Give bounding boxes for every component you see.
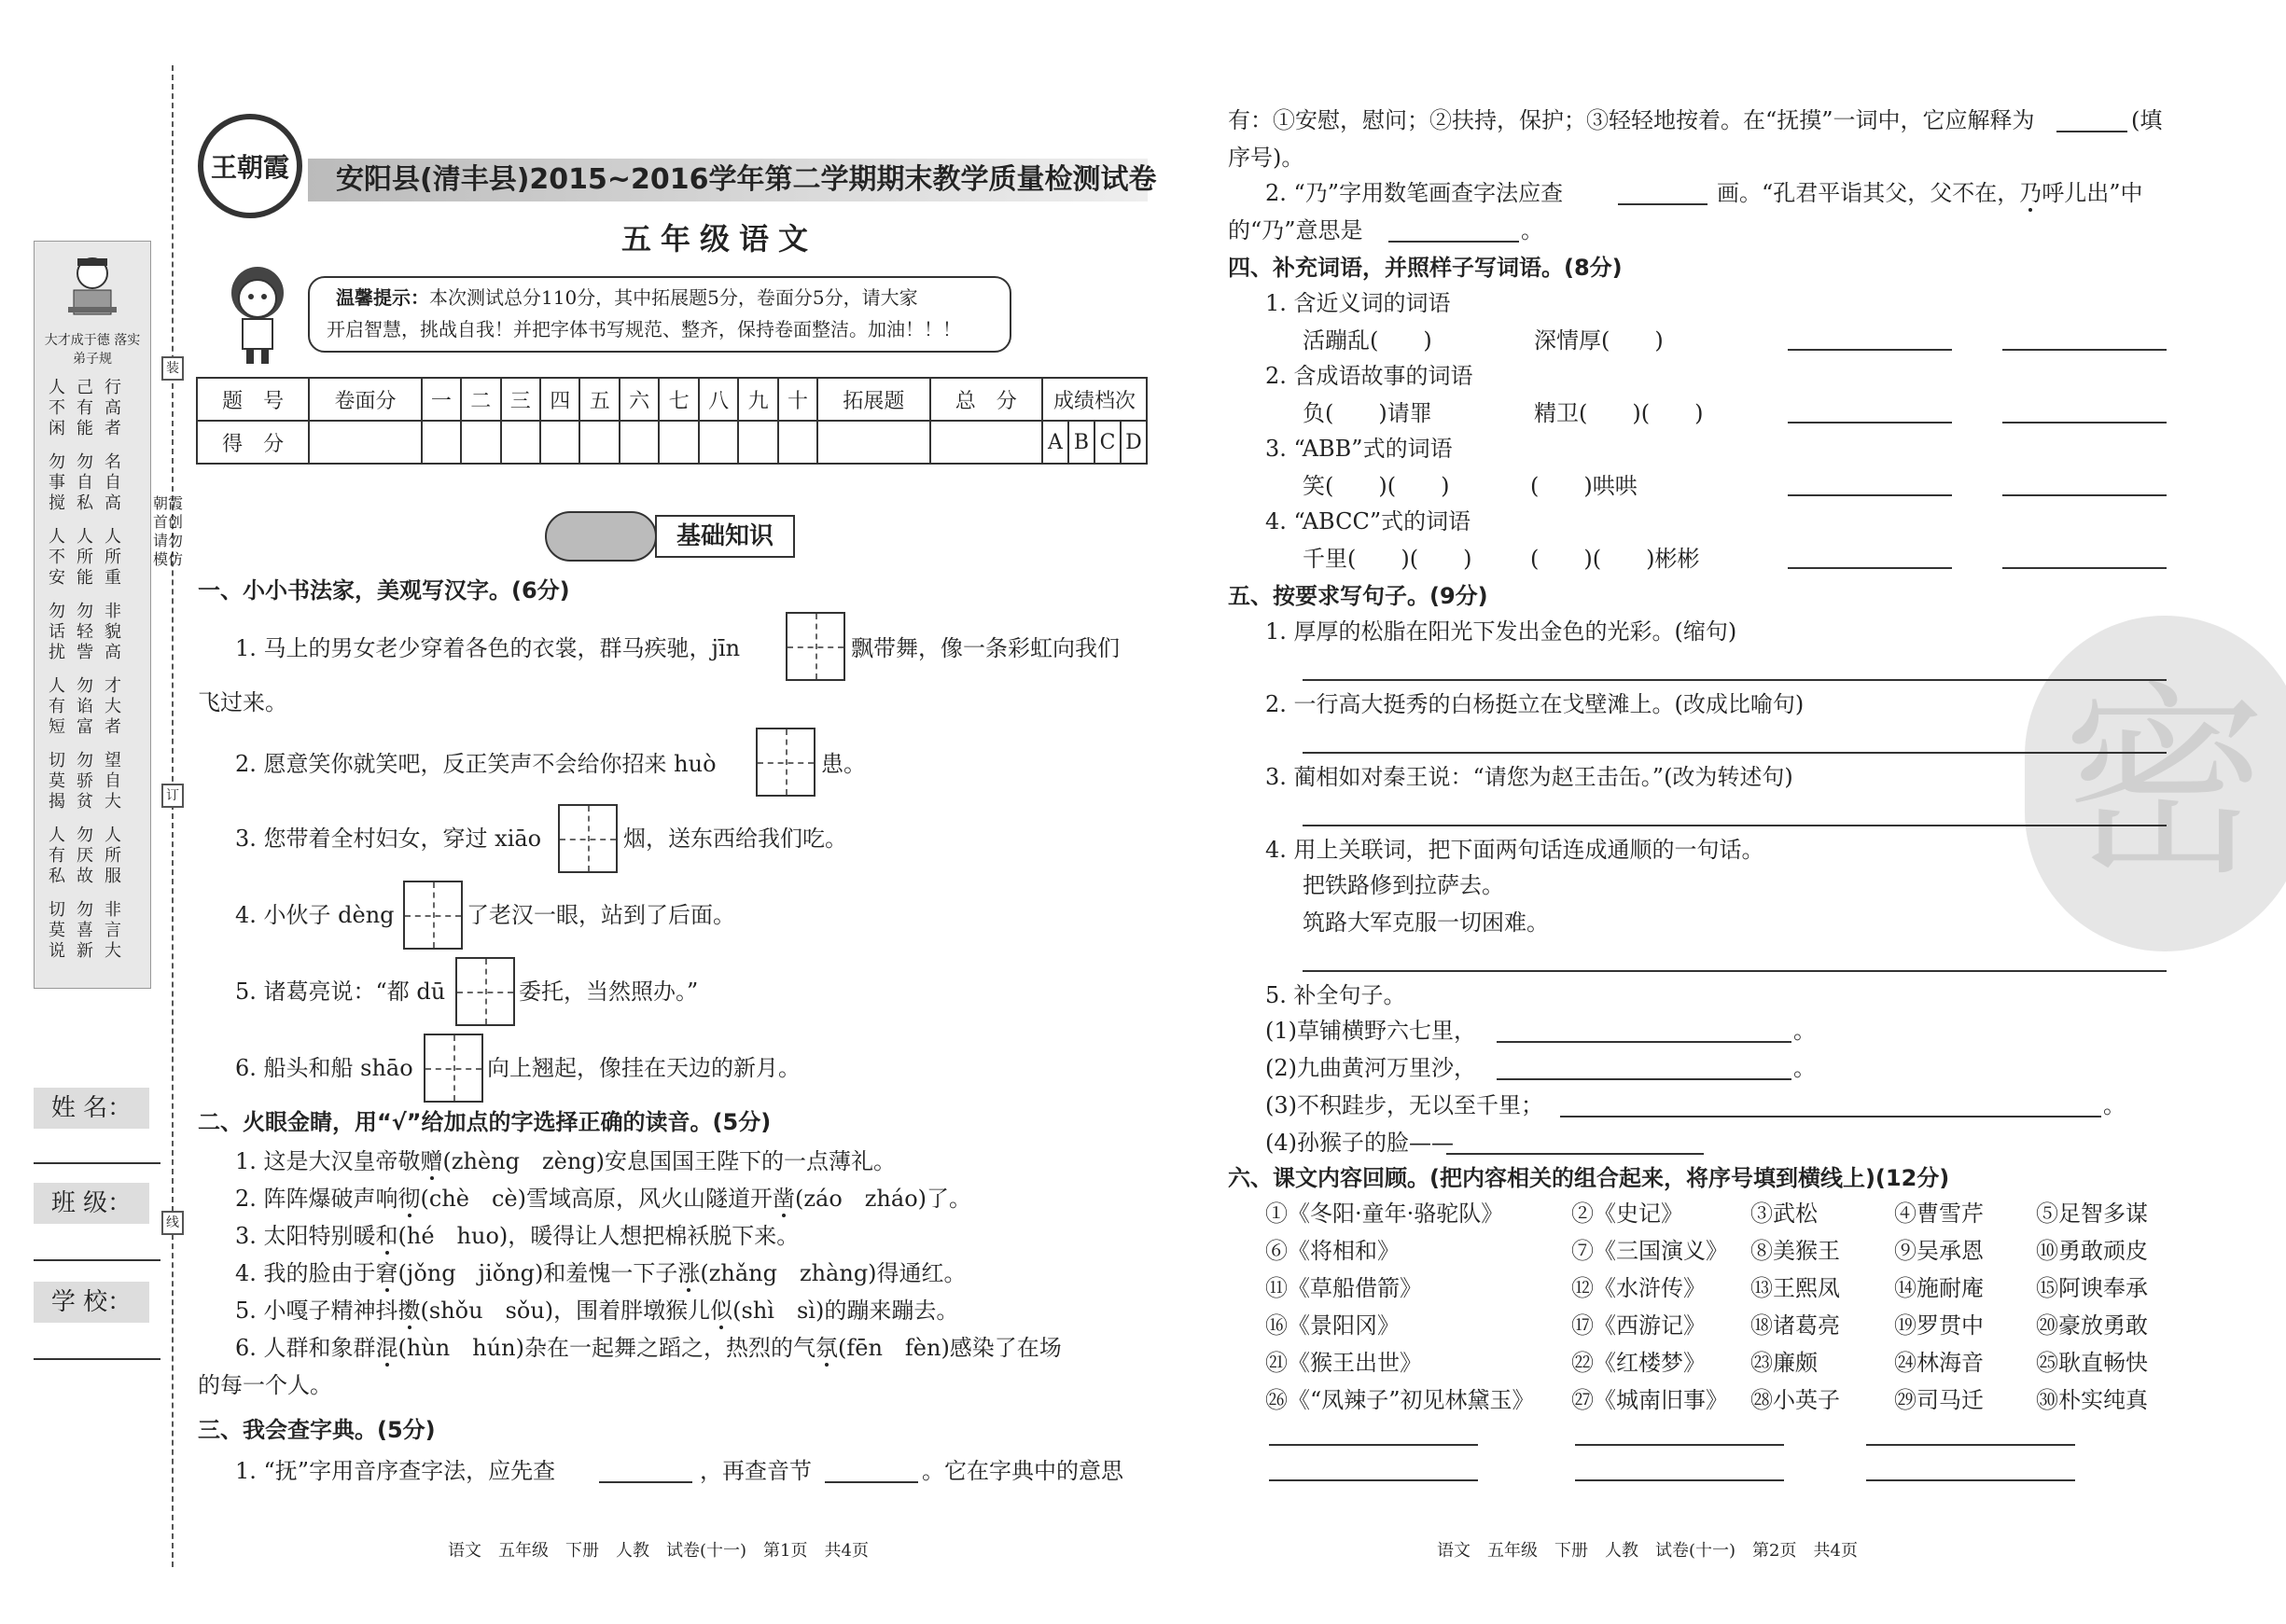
s2-l5: 5. 小嘎子精神抖擞(shǒu sǒu)，围着胖墩猴儿似(shì sì)的蹦来蹦去。 xyxy=(235,1298,959,1324)
s5-q5c-blank[interactable] xyxy=(1560,1116,2101,1117)
s3-q1-tail: 序号)。 xyxy=(1228,145,1304,171)
s4-q4-blank-1[interactable] xyxy=(1788,567,1952,569)
footer-left: 语文 五年级 下册 人教 试卷(十一) 第1页 共4页 xyxy=(448,1541,869,1561)
s4-q2: 2. 含成语故事的词语 xyxy=(1265,363,1473,389)
s6-grid xyxy=(1265,1200,2161,1423)
score-table-score-row xyxy=(197,421,1147,464)
score-header-cell: 五 xyxy=(579,378,619,421)
s6-item: ㉑《猴王出世》 xyxy=(1265,1350,1422,1376)
s5-q5d: (4)孙猴子的脸—— xyxy=(1265,1130,1454,1156)
s6-item: ⑩勇敢顽皮 xyxy=(2036,1238,2148,1264)
s6-item: ㉓廉颇 xyxy=(1750,1350,1818,1376)
badge-label: 基础知识 xyxy=(655,515,795,558)
section-badge xyxy=(545,511,797,562)
s5-q2: 2. 一行高大挺秀的白杨挺立在戈壁滩上。(改成比喻句) xyxy=(1265,691,1805,717)
score-header-cell: 总 分 xyxy=(930,378,1042,421)
s5-q5d-blank[interactable] xyxy=(1446,1153,1704,1155)
s1-q5-rest: 委托，当然照办。” xyxy=(519,979,699,1005)
s4-q3-blank-1[interactable] xyxy=(1788,494,1952,496)
s3-q1-blank-1[interactable] xyxy=(599,1481,692,1483)
section-6-title: 六、课文内容回顾。(把内容相关的组合起来，将序号填到横线上)(12分) xyxy=(1228,1165,1950,1191)
watermark-seal xyxy=(2025,616,2286,951)
s4-q1b: 深情厚( ) xyxy=(1534,327,1664,354)
s6-item: ⑪《草船借箭》 xyxy=(1265,1275,1422,1301)
s6-item: ⑮阿谀奉承 xyxy=(2036,1275,2148,1301)
s2-l6: 6. 人群和象群混(hùn hún)杂在一起舞之蹈之，热烈的气氛(fēn fèn)感染了在场 xyxy=(235,1335,1062,1361)
tip-label: 温馨提示： xyxy=(336,286,429,309)
copyright-note: 朝霞首创 请勿模仿 xyxy=(152,494,183,568)
score-header-cell: 一 xyxy=(422,378,461,421)
s1-q6: 6. 船头和船 shāo xyxy=(235,1055,413,1081)
scholar-icon xyxy=(64,253,120,327)
s5-q1-answer[interactable] xyxy=(1303,679,2167,681)
s1-q4: 4. 小伙子 dèng xyxy=(235,902,395,928)
s4-q4b: ( )( )彬彬 xyxy=(1530,546,1700,572)
watermark-text: 密 xyxy=(2062,664,2268,903)
s4-q1: 1. 含近义词的词语 xyxy=(1265,290,1451,316)
name-field[interactable] xyxy=(34,1162,160,1164)
s6-item: ㉖《“凤辣子”初见林黛玉》 xyxy=(1265,1387,1535,1413)
class-label: 班 级： xyxy=(34,1183,149,1224)
grade-d[interactable]: D xyxy=(1121,421,1147,464)
s5-q5a-end: 。 xyxy=(1793,1018,1816,1044)
s3-q2-line2: 的“乃”意思是 xyxy=(1228,217,1363,243)
s6-item: ⑨吴承恩 xyxy=(1894,1238,1984,1264)
s6-item: ⑭施耐庵 xyxy=(1894,1275,1984,1301)
s1-q1-rest: 飘带舞，像一条彩虹向我们 xyxy=(851,635,1120,661)
s2-l2: 2. 阵阵爆破声响彻(chè cè)雪域高原，风火山隧道开凿(záo zháo)了。 xyxy=(235,1186,972,1212)
s6-answer-4[interactable] xyxy=(1269,1479,1478,1481)
s6-item: ㉕耿直畅快 xyxy=(2036,1350,2148,1376)
tip-line-1 xyxy=(336,284,918,312)
score-header-cell: 卷面分 xyxy=(309,378,421,421)
s6-item: ⑳豪放勇敢 xyxy=(2036,1312,2148,1339)
s3-q1-fill: (填 xyxy=(2131,107,2163,133)
grade-b[interactable]: B xyxy=(1068,421,1094,464)
footer-right: 语文 五年级 下册 人教 试卷(十一) 第2页 共4页 xyxy=(1437,1541,1858,1561)
s4-q2a: 负( )请罪 xyxy=(1303,400,1432,426)
logo-text: 王朝霞 xyxy=(210,152,289,183)
s6-item: ⑬王熙凤 xyxy=(1750,1275,1840,1301)
s6-item: ㉙司马迁 xyxy=(1894,1387,1984,1413)
score-header-cell: 二 xyxy=(461,378,500,421)
score-cell[interactable] xyxy=(778,421,817,464)
s1-q6-rest: 向上翘起，像挂在天边的新月。 xyxy=(487,1055,801,1081)
score-cell[interactable] xyxy=(540,421,579,464)
school-label: 学 校： xyxy=(34,1282,149,1323)
s6-item: ⑤足智多谋 xyxy=(2036,1201,2148,1227)
score-header-cell: 十 xyxy=(778,378,817,421)
s6-item: ㉒《红楼梦》 xyxy=(1571,1350,1706,1376)
s1-q2-rest: 患。 xyxy=(821,751,866,777)
logo xyxy=(198,114,302,218)
tip-text-1: 本次测试总分110分，其中拓展题5分，卷面分5分，请大家 xyxy=(429,286,918,309)
s1-q2: 2. 愿意笑你就笑吧，反正笑声不会给你招来 huò xyxy=(235,751,717,777)
girl-icon xyxy=(220,261,295,366)
s6-item: ⑰《西游记》 xyxy=(1571,1312,1706,1339)
score-header-cell: 六 xyxy=(620,378,659,421)
motto-panel: 大才成于德 落实弟子规 人不闲 己有能 行高者 勿事搅 勿自私 名自高 人不安 人所能 人所重 勿话扰 勿轻訾 非貌高 人有短 勿谄富 才大者 切莫揭 勿骄贫 望自大 人有私 勿厌故 人所服 切莫说 勿喜新 非言大 xyxy=(34,241,151,989)
score-cell[interactable] xyxy=(699,421,738,464)
s6-item: ⑫《水浒传》 xyxy=(1571,1275,1706,1301)
s6-item: ①《冬阳·童年·骆驼队》 xyxy=(1265,1201,1504,1227)
tip-line-2: 开启智慧，挑战自我！并把字体书写规范、整齐，保持卷面整洁。加油！！！ xyxy=(327,318,961,340)
s6-item: ③武松 xyxy=(1750,1201,1818,1227)
score-header-cell: 七 xyxy=(659,378,698,421)
s1-q5: 5. 诸葛亮说：“都 dū xyxy=(235,979,446,1005)
s4-q4a: 千里( )( ) xyxy=(1303,546,1472,572)
score-header-cell: 拓展题 xyxy=(817,378,929,421)
s6-answer-5[interactable] xyxy=(1575,1479,1784,1481)
s5-q2-answer[interactable] xyxy=(1303,752,2167,754)
s6-item: ㉘小英子 xyxy=(1750,1387,1840,1413)
binding-mark-2: 订 xyxy=(161,784,184,808)
score-header-cell: 成绩档次 xyxy=(1042,378,1147,421)
s5-q4: 4. 用上关联词，把下面两句话连成通顺的一句话。 xyxy=(1265,837,1764,863)
s5-q5a-blank[interactable] xyxy=(1497,1041,1791,1043)
s5-q3-answer[interactable] xyxy=(1303,825,2167,826)
name-label: 姓 名： xyxy=(34,1088,149,1129)
tip-bubble xyxy=(308,276,1011,353)
s2-l1: 1. 这是大汉皇帝敬赠(zhèng zèng)安息国国王陛下的一点薄礼。 xyxy=(235,1148,897,1174)
score-row-label: 得 分 xyxy=(197,421,309,464)
s4-q3b: ( )哄哄 xyxy=(1530,473,1638,499)
score-cell[interactable] xyxy=(309,421,421,464)
s5-q5b-blank[interactable] xyxy=(1497,1078,1791,1080)
score-header-cell: 题 号 xyxy=(197,378,309,421)
s5-q4a: 把铁路修到拉萨去。 xyxy=(1303,872,1504,898)
s5-q5c-end: 。 xyxy=(2103,1092,2126,1118)
s3-q2: 2. “乃”字用数笔画查字法应查 xyxy=(1265,180,1564,206)
s1-q4-rest: 了老汉一眼，站到了后面。 xyxy=(467,902,735,928)
binding-mark-1: 装 xyxy=(161,356,184,381)
section-3-title: 三、我会查字典。(5分) xyxy=(198,1417,436,1443)
score-cell[interactable] xyxy=(461,421,500,464)
binding-dashed-line xyxy=(172,65,174,1567)
s6-item: ④曹雪芹 xyxy=(1894,1201,1984,1227)
s3-q2-blank-1[interactable] xyxy=(1618,203,1708,205)
s4-q4: 4. “ABCC”式的词语 xyxy=(1265,508,1471,534)
exam-title: 安阳县(清丰县)2015~2016学年第二学期期末教学质量检测试卷 xyxy=(336,163,1157,196)
score-cell[interactable] xyxy=(620,421,659,464)
s1-q1-grid[interactable] xyxy=(786,612,845,681)
s2-l3: 3. 太阳特别暖和(hé huo)，暖得让人想把棉袄脱下来。 xyxy=(235,1223,800,1249)
s6-item: ㉚朴实纯真 xyxy=(2036,1387,2148,1413)
s6-item: ㉔林海音 xyxy=(1894,1350,1984,1376)
score-table-header xyxy=(197,378,1147,421)
s3-q1-blank-2[interactable] xyxy=(825,1481,918,1483)
s6-item: ⑧美猴王 xyxy=(1750,1238,1840,1264)
s1-q3-rest: 烟，送东西给我们吃。 xyxy=(623,826,847,852)
score-cell[interactable] xyxy=(930,421,1042,464)
grade-c[interactable]: C xyxy=(1094,421,1121,464)
s6-item: ⑯《景阳冈》 xyxy=(1265,1312,1400,1339)
s1-q3-grid[interactable] xyxy=(558,804,618,873)
score-cell[interactable] xyxy=(501,421,540,464)
score-cell[interactable] xyxy=(738,421,777,464)
s2-l4: 4. 我的脸由于窘(jǒng jiǒng)和羞愧一下子涨(zhǎng zhàng)得通红。 xyxy=(235,1260,967,1286)
score-header-cell: 三 xyxy=(501,378,540,421)
s5-q5b: (2)九曲黄河万里沙， xyxy=(1265,1055,1476,1081)
school-field[interactable] xyxy=(34,1358,160,1360)
s6-item: ⑦《三国演义》 xyxy=(1571,1238,1728,1264)
s3-q1-cont: 有：①安慰，慰问；②扶持，保护；③轻轻地按着。在“抚摸”一词中，它应解释为 xyxy=(1228,107,2035,133)
s4-q2b: 精卫( )( ) xyxy=(1534,400,1704,426)
s5-q4-answer[interactable] xyxy=(1303,970,2167,972)
score-cell[interactable] xyxy=(817,421,929,464)
s5-q5a: (1)草铺横野六七里， xyxy=(1265,1018,1476,1044)
s1-q2-grid[interactable] xyxy=(756,728,815,797)
s6-item: ㉗《城南旧事》 xyxy=(1571,1387,1728,1413)
s5-q4b: 筑路大军克服一切困难。 xyxy=(1303,909,1549,936)
s4-q1-blank-1[interactable] xyxy=(1788,349,1952,351)
section-1-title: 一、小小书法家，美观写汉字。(6分) xyxy=(198,577,570,604)
s1-q4-grid[interactable] xyxy=(403,881,463,950)
score-cell[interactable] xyxy=(659,421,698,464)
s5-q1: 1. 厚厚的松脂在阳光下发出金色的光彩。(缩句) xyxy=(1265,618,1737,645)
s5-q5b-end: 。 xyxy=(1793,1055,1816,1081)
grade-a[interactable]: A xyxy=(1042,421,1068,464)
class-field[interactable] xyxy=(34,1259,160,1261)
s3-q1: 1. “抚”字用音序查字法，应先查 xyxy=(235,1458,556,1484)
s2-l7: 的每一个人。 xyxy=(198,1372,332,1398)
s6-answer-2[interactable] xyxy=(1575,1444,1784,1446)
badge-icon xyxy=(545,511,657,562)
s3-q1-mid: ，再查音节 xyxy=(700,1458,812,1484)
subject-title: 五年级语文 xyxy=(621,221,818,257)
s4-q4-blank-2[interactable] xyxy=(2002,567,2167,569)
s6-answer-1[interactable] xyxy=(1269,1444,1478,1446)
score-header-cell: 八 xyxy=(699,378,738,421)
section-2-title: 二、火眼金睛，用“√”给加点的字选择正确的读音。(5分) xyxy=(198,1109,772,1135)
s6-item: ⑲罗贯中 xyxy=(1894,1312,1984,1339)
section-5-title: 五、按要求写句子。(9分) xyxy=(1228,583,1488,609)
s5-q5c: (3)不积跬步，无以至千里； xyxy=(1265,1092,1543,1118)
s6-answer-3[interactable] xyxy=(1866,1444,2075,1446)
s3-q1-end: 。它在字典中的意思 xyxy=(922,1458,1123,1484)
s6-item: ⑱诸葛亮 xyxy=(1750,1312,1840,1339)
s4-q3a: 笑( )( ) xyxy=(1303,473,1450,499)
s4-q1a: 活蹦乱( ) xyxy=(1303,327,1432,354)
score-cell[interactable] xyxy=(579,421,619,464)
s4-q1-blank-2[interactable] xyxy=(2002,349,2167,351)
score-table xyxy=(196,377,1148,465)
s5-q5: 5. 补全句子。 xyxy=(1265,982,1406,1008)
score-header-cell: 四 xyxy=(540,378,579,421)
motto-title: 大才成于德 落实弟子规 xyxy=(44,333,141,367)
s5-q3: 3. 蔺相如对秦王说：“请您为赵王击缶。”(改为转述句) xyxy=(1265,764,1793,790)
s4-q3-blank-2[interactable] xyxy=(2002,494,2167,496)
score-header-cell: 九 xyxy=(738,378,777,421)
score-cell[interactable] xyxy=(422,421,461,464)
s1-q3: 3. 您带着全村妇女，穿过 xiāo xyxy=(235,826,542,852)
s1-q5-grid[interactable] xyxy=(455,957,515,1026)
s4-q3: 3. “ABB”式的词语 xyxy=(1265,436,1453,462)
s1-q1: 1. 马上的男女老少穿着各色的衣裳，群马疾驰，jīn xyxy=(235,635,741,661)
section-4-title: 四、补充词语，并照样子写词语。(8分) xyxy=(1228,255,1623,281)
s3-q1-blank-3[interactable] xyxy=(2056,131,2127,132)
s4-q2-blank-2[interactable] xyxy=(2002,422,2167,423)
s3-q2-blank-2[interactable] xyxy=(1388,241,1519,243)
s6-item: ②《史记》 xyxy=(1571,1201,1683,1227)
s3-q2-end: 。 xyxy=(1521,217,1543,243)
s6-answer-6[interactable] xyxy=(1866,1479,2075,1481)
s4-q2-blank-1[interactable] xyxy=(1788,422,1952,423)
s6-item: ⑥《将相和》 xyxy=(1265,1238,1400,1264)
s1-q1-cont: 飞过来。 xyxy=(198,689,287,715)
binding-mark-3: 线 xyxy=(161,1211,184,1235)
s3-q2-mid: 画。“孔君平诣其父，父不在，乃呼儿出”中 xyxy=(1717,180,2143,206)
s1-q6-grid[interactable] xyxy=(424,1034,483,1103)
